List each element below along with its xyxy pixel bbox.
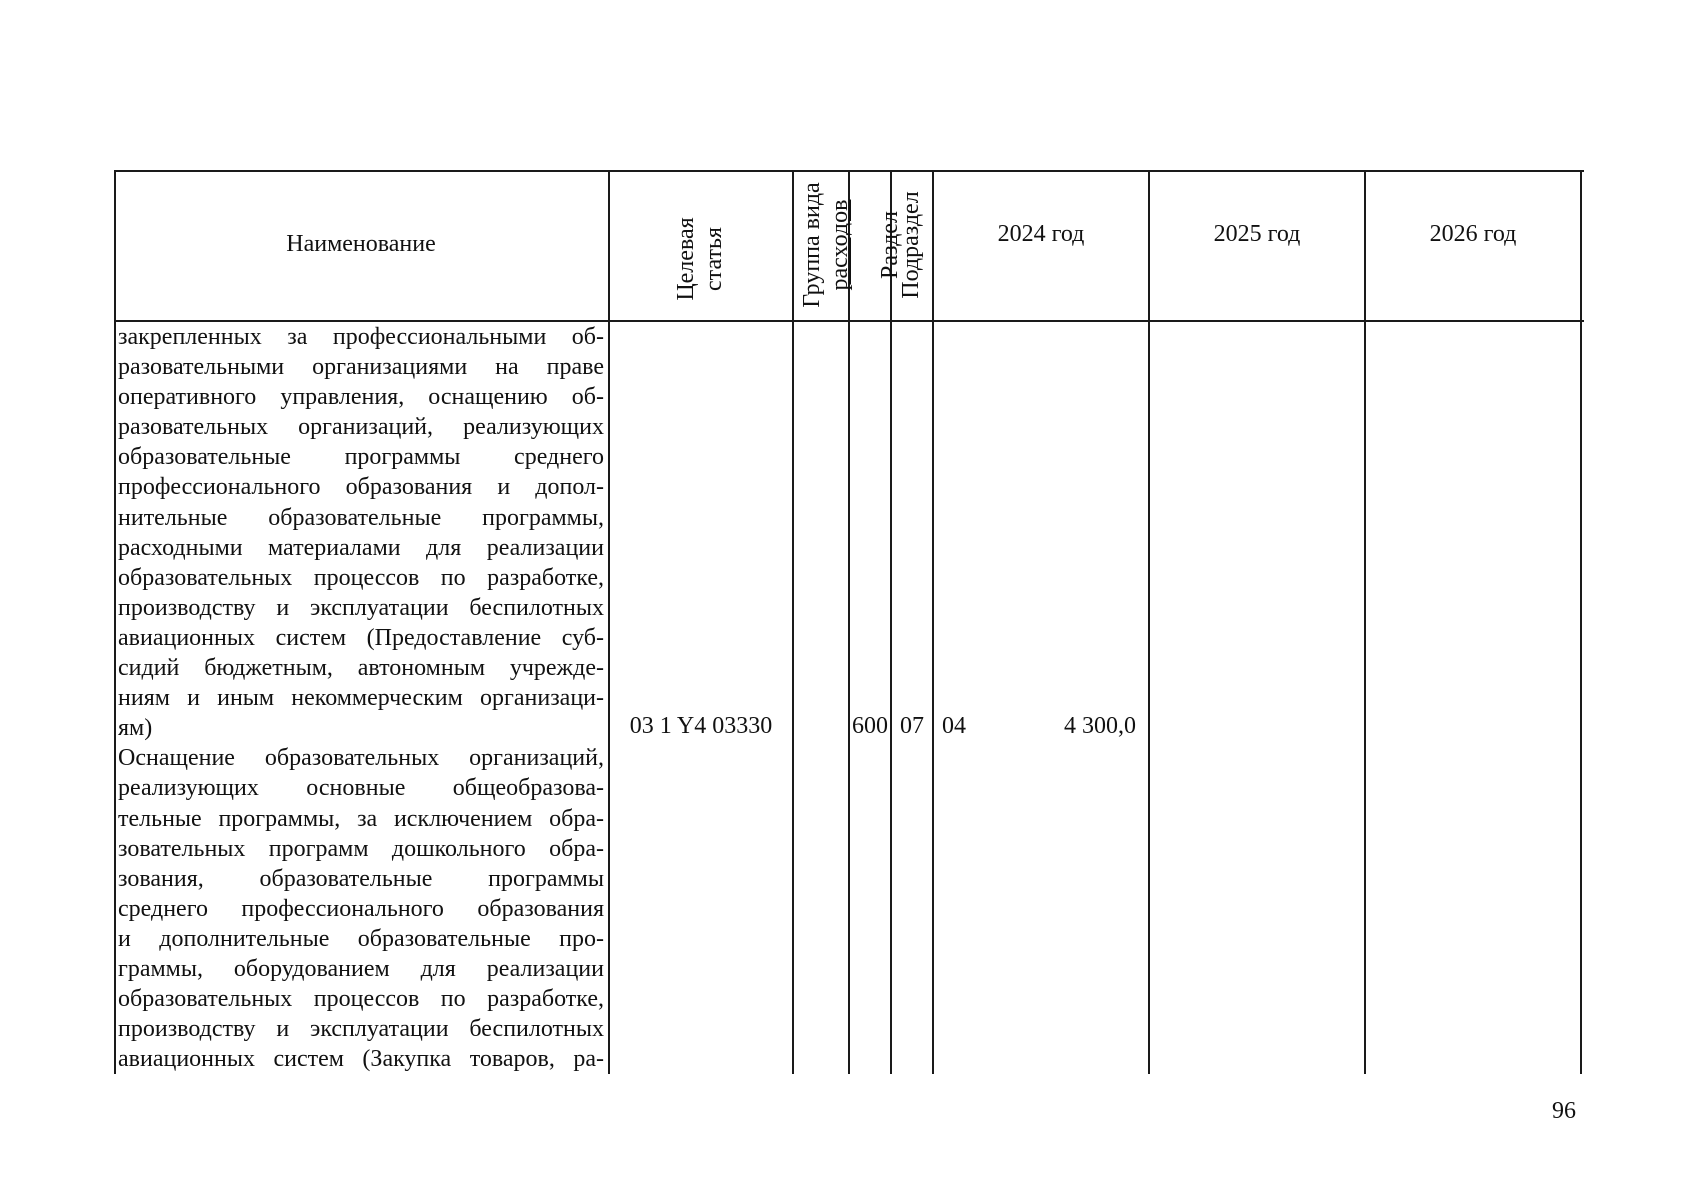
row-name-line: ниям и иным некоммерческим организаци-	[118, 685, 604, 712]
row-name-line: среднего профессионального образования	[118, 895, 604, 922]
row-name-line: расходными материалами для реализации	[118, 534, 604, 561]
header-section: Раздел	[877, 211, 903, 279]
row-name-line: Оснащение образовательных организаций,	[118, 745, 604, 772]
row-name-line: ям)	[118, 715, 153, 742]
page-number: 96	[1552, 1098, 1576, 1124]
row-name-line: граммы, оборудованием для реализации	[118, 955, 604, 982]
header-expense-group-line1: Группа вида	[799, 182, 825, 308]
budget-table	[114, 170, 1584, 1074]
row-name-line: и дополнительные образовательные про-	[118, 925, 604, 952]
row-name-line: зовательных программ дошкольного обра-	[118, 835, 604, 862]
row-name-line: образовательные программы среднего	[118, 444, 604, 471]
header-target-article-line2: статья	[701, 227, 727, 291]
row-name-line: образовательных процессов по разработке,	[118, 986, 604, 1013]
row-target-article: 03 1 Y4 03330	[629, 713, 773, 739]
row-name-line: образовательных процессов по разработке,	[118, 564, 604, 591]
header-target-article-line1: Целевая	[673, 217, 699, 301]
header-year-2025: 2025 год	[1213, 221, 1301, 247]
col-border-2024	[1148, 170, 1150, 1074]
row-name-line: авиационных систем (Закупка товаров, ра-	[118, 1046, 604, 1073]
col-border-2025	[1364, 170, 1366, 1074]
header-year-2026: 2026 год	[1429, 221, 1517, 247]
header-target-article	[672, 189, 728, 329]
row-name-line: оперативного управления, оснащению об-	[118, 384, 604, 411]
header-year-2024: 2024 год	[997, 221, 1085, 247]
header-expense-group	[798, 169, 854, 321]
row-name-line: разовательными организациями на праве	[118, 354, 604, 381]
row-section: 07	[900, 713, 924, 739]
col-border-section	[890, 170, 892, 1074]
col-border-left	[114, 170, 116, 1074]
row-name-line: нительные образовательные программы,	[118, 504, 604, 531]
row-expense-group: 600	[852, 713, 888, 739]
row-name-line: производству и эксплуатации беспилотных	[118, 594, 604, 621]
row-name-line: производству и эксплуатации беспилотных	[118, 1016, 604, 1043]
row-name-line: тельные программы, за исключением обра-	[118, 805, 604, 832]
row-name-line: сидий бюджетным, автономным учрежде-	[118, 655, 604, 682]
row-value-2024: 4 300,0	[1064, 713, 1136, 739]
row-name-line: реализующих основные общеобразова-	[118, 775, 604, 802]
col-border-subsection	[932, 170, 934, 1074]
header-name: Наименование	[286, 231, 436, 257]
col-border-name	[608, 170, 610, 1074]
row-name-cell	[118, 322, 604, 1074]
row-name-line: авиационных систем (Предоставление суб-	[118, 624, 604, 651]
row-name-line: закрепленных за профессиональными об-	[118, 324, 604, 350]
row-name-line: разовательных организаций, реализующих	[118, 414, 604, 441]
col-border-target	[792, 170, 794, 1074]
col-border-right	[1580, 170, 1582, 1074]
row-subsection: 04	[942, 713, 966, 739]
row-name-line: профессионального образования и допол-	[118, 474, 604, 501]
header-subsection: Подраздел	[898, 191, 924, 299]
row-name-line: зования, образовательные программы	[118, 865, 604, 892]
header-expense-group-line2: расходов	[827, 199, 853, 291]
